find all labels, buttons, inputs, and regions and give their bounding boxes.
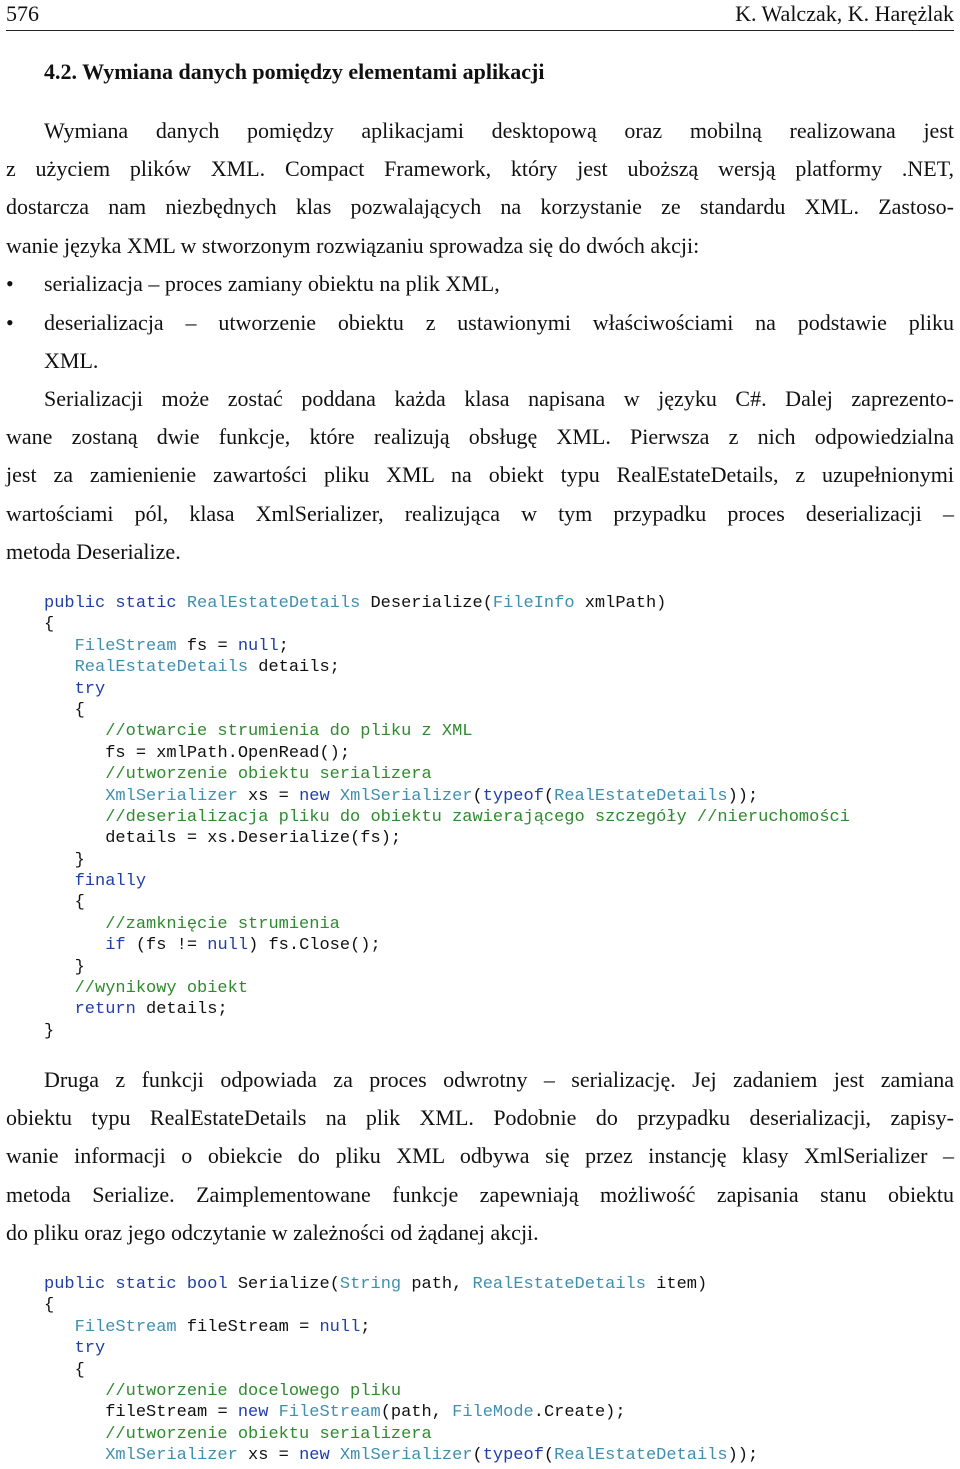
paragraph-line: jest za zamienienie zawartości pliku XML na obiekt typu RealEstateDetails, z uzupełnionymi (6, 462, 954, 488)
code-line: { (44, 1296, 55, 1316)
page-header (6, 0, 954, 31)
paragraph-line: Druga z funkcji odpowiada za proces odwrotny – serializację. Jej zadaniem jest zamiana (44, 1067, 954, 1092)
paragraph-line: Serializacji może zostać poddana każda klasa napisana w języku C#. Dalej zaprezento- (44, 386, 954, 411)
paragraph-3 (6, 1061, 954, 1252)
paragraph-line: dostarcza nam niezbędnych klas pozwalających na korzystanie ze standardu XML. Zastoso- (6, 194, 954, 220)
code-line: //zamknięcie strumienia (105, 914, 340, 934)
code-line: } (44, 850, 85, 870)
code-line: details = xs.Deserialize(fs); (105, 829, 402, 849)
code-line: //utworzenie obiektu serializera (105, 1424, 432, 1444)
code-line: return details; (74, 1000, 228, 1020)
bullet-line: serializacja – proces zamiany obiektu na plik XML, (44, 271, 500, 296)
paragraph-line: wanie języka XML w stworzonym rozwiązaniu sprowadza się do dwóch akcji: (6, 232, 700, 258)
code-line: { (44, 615, 55, 635)
code-line: finally (74, 872, 147, 892)
code-line: if (fs != null) fs.Close(); (105, 936, 381, 956)
paragraph-line: metoda Deserialize. (6, 538, 181, 564)
code-line: FileStream fs = null; (74, 636, 289, 656)
paragraph-line: wanie informacji o obiekcie do pliku XML odbywa się przez instancję klasy XmlSerializer – (6, 1143, 954, 1169)
paragraph-line: metoda Serialize. Zaimplementowane funkcje zapewniają możliwość zapisania stanu obiektu (6, 1181, 954, 1207)
code-line: XmlSerializer xs = new XmlSerializer(typeof(RealEstateDetails)); (105, 786, 759, 806)
paragraph-1 (6, 112, 954, 265)
paragraph-2 (6, 380, 954, 571)
code-line: //utworzenie obiektu serializera (105, 765, 432, 785)
paragraph-line: obiektu typu RealEstateDetails na plik XML. Podobnie do przypadku deserializacji, zapisy- (6, 1105, 954, 1131)
code-line: public static RealEstateDetails Deserialize(FileInfo xmlPath) (44, 594, 667, 613)
code-line: RealEstateDetails details; (74, 658, 340, 678)
code-line: FileStream fileStream = null; (74, 1317, 371, 1337)
code-line: try (74, 679, 106, 699)
bullet-dot-icon: • (6, 271, 14, 296)
bullet-dot-icon: • (6, 310, 14, 335)
code-line: //otwarcie strumienia do pliku z XML (105, 722, 473, 742)
code-line: } (44, 1021, 55, 1041)
code-line: //deserializacja pliku do obiektu zawierającego szczegóły //nieruchomości (105, 807, 850, 827)
bullet-line: XML. (44, 348, 99, 374)
paragraph-line: do pliku oraz jego odczytanie w zależności od żądanej akcji. (6, 1219, 539, 1245)
code-listing-deserialize (44, 593, 850, 1042)
code-line: fileStream = new FileStream(path, FileMode.Create); (105, 1403, 626, 1423)
paragraph-line: z użyciem plików XML. Compact Framework, który jest uboższą wersją platformy .NET, (6, 156, 954, 182)
code-line: try (74, 1339, 106, 1359)
code-line: //wynikowy obiekt (74, 979, 249, 999)
code-line: { (44, 700, 85, 720)
code-line: //utworzenie docelowego pliku (105, 1381, 402, 1401)
section-heading: 4.2. Wymiana danych pomiędzy elementami aplikacji (44, 59, 545, 84)
code-line: XmlSerializer xs = new XmlSerializer(typeof(RealEstateDetails)); (105, 1446, 759, 1466)
code-line: fs = xmlPath.OpenRead(); (105, 743, 351, 763)
code-listing-serialize (44, 1274, 758, 1467)
code-line: } (44, 957, 85, 977)
paragraph-line: wartościami pól, klasa XmlSerializer, realizująca w tym przypadku proces deserializacji – (6, 500, 954, 526)
code-line: { (44, 893, 85, 913)
code-line: { (44, 1360, 85, 1380)
code-line: public static bool Serialize(String path, RealEstateDetails item) (44, 1275, 708, 1294)
paragraph-line: wane zostaną dwie funkcje, które realizują obsługę XML. Pierwsza z nich odpowiedzialna (6, 424, 954, 450)
running-authors: K. Walczak, K. Harężlak (735, 1, 954, 26)
bullet-line: deserializacja – utworzenie obiektu z ustawionymi właściwościami na podstawie pliku (44, 310, 954, 335)
page-number: 576 (6, 1, 39, 26)
paragraph-line: Wymiana danych pomiędzy aplikacjami desktopową oraz mobilną realizowana jest (44, 118, 954, 143)
